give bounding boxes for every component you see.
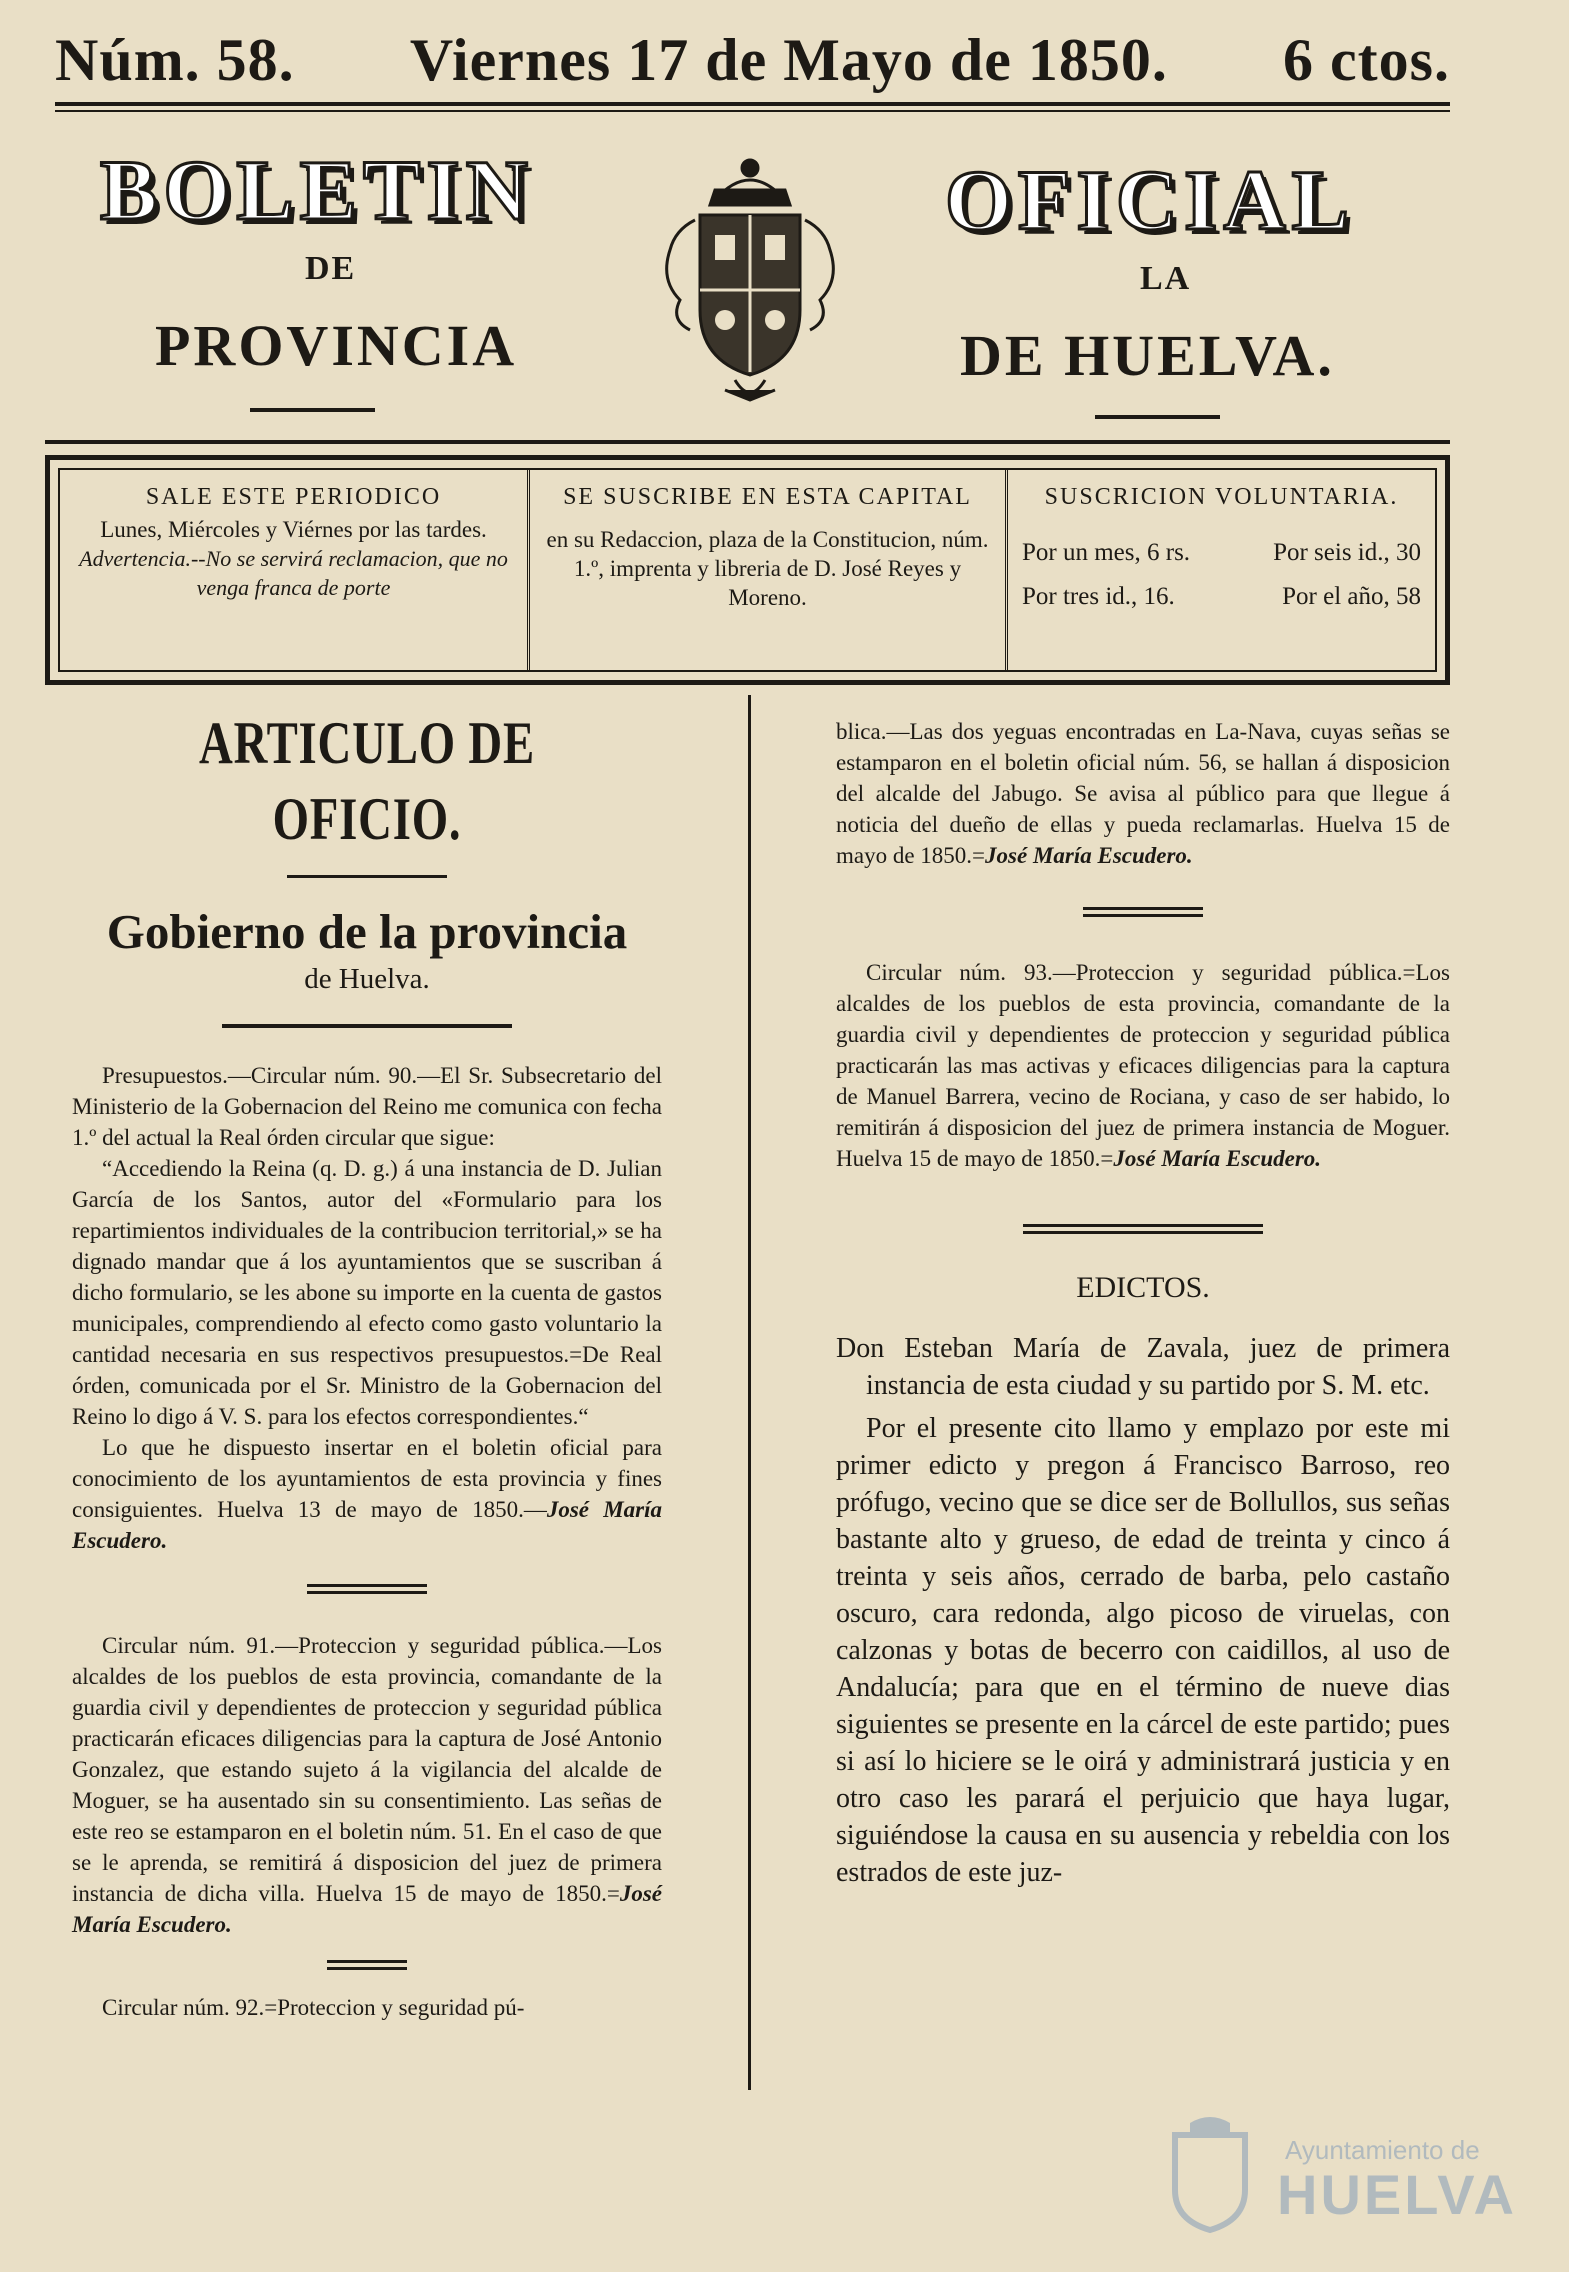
issue-price: 6 ctos. — [1283, 26, 1450, 93]
circular-91 — [72, 1630, 662, 1940]
schedule-text: Lunes, Miércoles y Viérnes por las tardes. — [100, 517, 487, 542]
watermark-shield-icon — [1165, 2115, 1255, 2235]
title-boletin: BOLETIN — [100, 142, 534, 238]
column-divider — [748, 695, 751, 2090]
edict-judge: Don Esteban María de Zavala, juez de primera instancia de esta ciudad y su partido por S. M. etc. — [836, 1333, 1450, 1401]
right-column — [836, 716, 1450, 1891]
price-row-1 — [1022, 539, 1421, 567]
issue-date: Viernes 17 de Mayo de 1850. — [409, 26, 1168, 93]
circular-93 — [836, 957, 1450, 1174]
price-one-month: Por un mes, 6 rs. — [1022, 539, 1191, 566]
title-de: DE — [305, 250, 357, 287]
price-six-months: Por seis id., 30 — [1273, 539, 1421, 566]
edictos-title: EDICTOS. — [1076, 1271, 1210, 1304]
schedule-note: Advertencia.--No se servirá reclamacion, que no venga franca de porte — [79, 546, 508, 600]
coat-of-arms-icon — [655, 150, 845, 410]
title-la: LA — [1140, 260, 1192, 297]
section-ornament — [287, 875, 447, 878]
left-column — [72, 705, 662, 2023]
subscription-info-box — [45, 455, 1450, 685]
location-heading: SE SUSCRIBE EN ESTA CAPITAL — [563, 484, 972, 510]
signature-escudero-1: José María Escudero. — [72, 1497, 662, 1553]
circular-92-start: Circular núm. 92.=Proteccion y seguridad pú- — [102, 1995, 525, 2020]
section-title: ARTICULO DE OFICIO. — [199, 710, 535, 852]
circular-92-text: blica.—Las dos yeguas encontradas en La-Nava, cuyas señas se estamparon en el boletin oficial núm. 56, se hallan á disposicion del alcalde del Jabugo. Se avisa al público para que llegue á noticia del dueño de ellas y pueda reclamarlas. Huelva 15 de mayo de 1850.= — [836, 719, 1450, 868]
signature-escudero-2: José María Escudero. — [72, 1881, 662, 1937]
separator-2 — [327, 1960, 407, 1970]
subscription-location — [527, 470, 1005, 670]
separator-4 — [1023, 1224, 1263, 1234]
price-one-year: Por el año, 58 — [1282, 583, 1421, 610]
price-three-months: Por tres id., 16. — [1022, 583, 1175, 610]
masthead-rule — [55, 102, 1450, 106]
government-rule — [222, 1024, 512, 1028]
publication-schedule — [60, 470, 527, 670]
title-provincia: PROVINCIA — [155, 313, 518, 378]
separator-3 — [1083, 907, 1203, 917]
signature-escudero-3: José María Escudero. — [985, 843, 1193, 868]
title-underline-right — [1095, 415, 1220, 419]
title-oficial: OFICIAL — [945, 152, 1355, 248]
issue-number: Núm. 58. — [55, 26, 295, 93]
circular-90-body: “Accediendo la Reina (q. D. g.) á una instancia de D. Julian García de los Santos, autor del «Formulario para los repartimientos individuales de la contribucion territorial,» se ha dignado mandar que á los ayuntamientos que se suscriban á dicho formulario, se les abone su importe en la cuenta de gastos municipales, comprendiendo al efecto como gasto voluntario la cantidad necesaria en sus respectivos presupuestos.=De Real órden, comunicada por el Sr. Ministro de la Gobernacion del Reino lo digo á V. S. para los efectos correspondientes.“ — [72, 1156, 662, 1429]
title-underline-left — [250, 408, 375, 412]
title-bottom-rule — [45, 440, 1450, 444]
schedule-heading: SALE ESTE PERIODICO — [145, 484, 442, 510]
edict-body: Por el presente cito llamo y emplazo por este mi primer edicto y pregon á Francisco Barroso, reo prófugo, vecino que se dice ser de Bollullos, sus señas bastante alto y grueso, de edad de treinta y cinco á treinta y seis años, cerrado de barba, pelo castaño oscuro, cara redonda, algo picoso de viruelas, con calzonas y botas de becerro con caidillos, al uso de Andalucía; para que en el término de nueve dias siguientes se presente en la cárcel de este partido; pues si así lo hiciere se le oirá y administrará justicia y en otro caso les parará el perjuicio que haya lugar, siguiéndose la causa en su ausencia y rebeldia con los estrados de este juz- — [836, 1413, 1450, 1888]
separator-1 — [307, 1584, 427, 1594]
masthead-rule-thin — [55, 110, 1450, 112]
masthead — [55, 20, 1450, 100]
circular-92-continued — [836, 716, 1450, 871]
location-text: en su Redaccion, plaza de la Constitucion, núm. 1.º, imprenta y libreria de D. José Reyes y Moreno. — [546, 527, 989, 610]
watermark — [1165, 2110, 1517, 2250]
circular-90-closing-text: Lo que he dispuesto insertar en el boletin oficial para conocimiento de los ayuntamientos de esta provincia y fines consiguientes. Huelva 13 de mayo de 1850.— — [72, 1435, 662, 1522]
circular-91-text: Circular núm. 91.—Proteccion y seguridad pública.—Los alcaldes de los pueblos de esta provincia, comandante de la guardia civil y dependientes de proteccion y seguridad pública practicarán eficaces diligencias para la captura de José Antonio Gonzalez, que estando sujeto á la vigilancia del alcalde de Moguer, se ha ausentado sin su consentimiento. Las señas de este reo se estamparon en el boletin núm. 51. En el caso de que se le aprenda, se remitirá á disposicion del juez de primera instancia de dicha villa. Huelva 15 de mayo de 1850.= — [72, 1633, 662, 1906]
watermark-line2: HUELVA — [1277, 2163, 1517, 2226]
government-subtitle: de Huelva. — [304, 963, 430, 995]
signature-escudero-4: José María Escudero. — [1113, 1146, 1322, 1171]
circular-90-closing — [72, 1432, 662, 1556]
prices-heading: SUSCRICION VOLUNTARIA. — [1044, 484, 1399, 510]
title-huelva: DE HUELVA. — [960, 323, 1335, 388]
watermark-line1: Ayuntamiento de — [1285, 2135, 1480, 2165]
circular-93-text: Circular núm. 93.—Proteccion y seguridad pública.=Los alcaldes de los pueblos de esta provincia, comandante de la guardia civil y dependientes de proteccion y seguridad pública practicarán las mas activas y eficaces diligencias para la captura de Manuel Barrera, vecino de Rociana, y caso de ser habido, lo remitirán á disposicion del juez de primera instancia de Moguer. Huelva 15 de mayo de 1850.= — [836, 960, 1450, 1171]
subscription-prices — [1005, 470, 1435, 670]
circular-90-intro: Presupuestos.—Circular núm. 90.—El Sr. Subsecretario del Ministerio de la Gobernacion del Reino me comunica con fecha 1.º del actual la Real órden circular que sigue: — [72, 1063, 662, 1150]
government-title: Gobierno de la provincia — [106, 904, 628, 959]
price-row-2 — [1022, 583, 1421, 611]
